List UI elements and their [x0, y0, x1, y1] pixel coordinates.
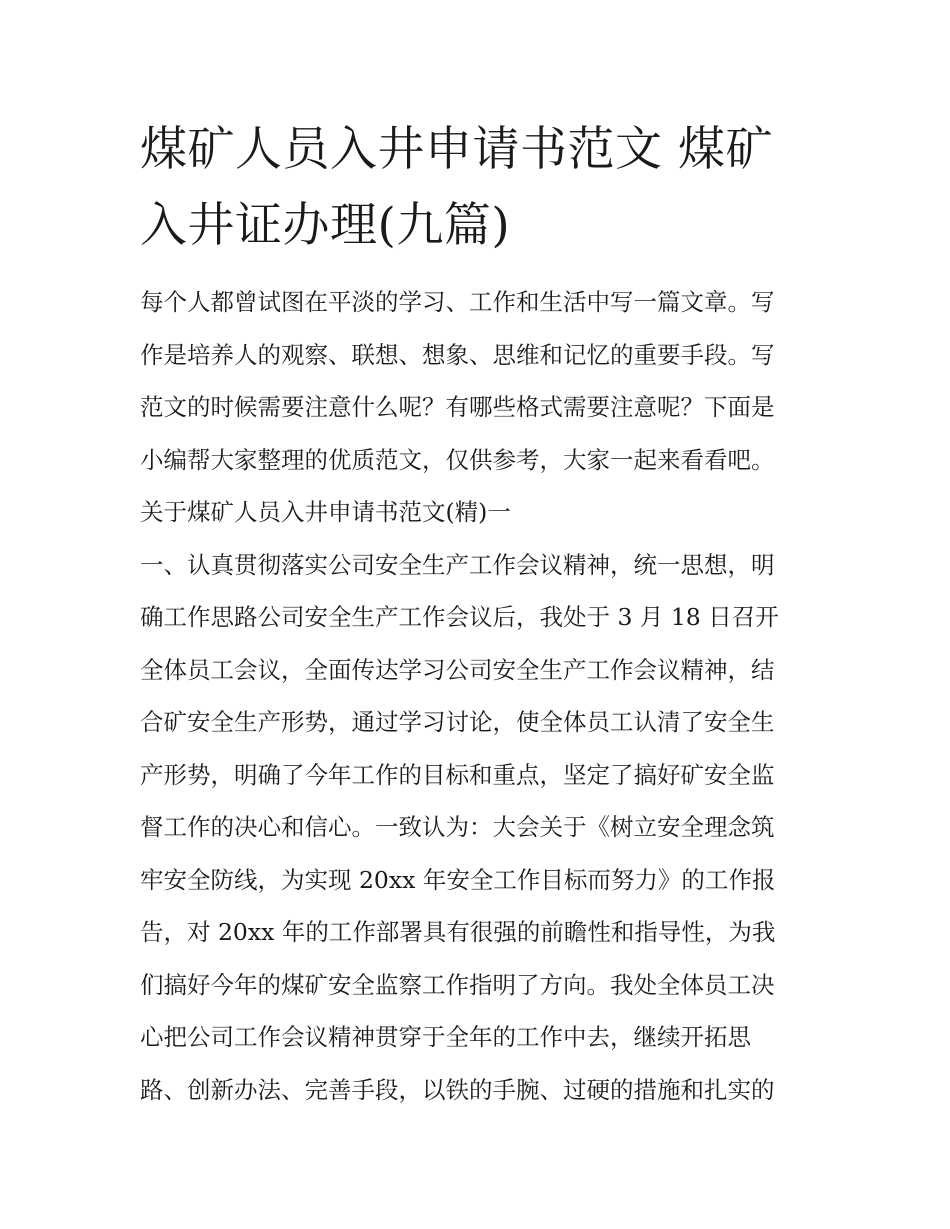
document-title — [140, 112, 830, 264]
body-line: 告，对 20xx 年的工作部署具有很强的前瞻性和指导性，为我 — [140, 918, 776, 946]
body-line: 全体员工会议，全面传达学习公司安全生产工作会议精神，结 — [140, 655, 775, 684]
body-line: 产形势，明确了今年工作的目标和重点，坚定了搞好矿安全监 — [140, 760, 775, 789]
body-line: 小编帮大家整理的优质范文，仅供参考，大家一起来看看吧。 — [140, 445, 775, 474]
body-line: 督工作的决心和信心。一致认为：大会关于《树立安全理念筑 — [140, 813, 775, 841]
section-heading: 关于煤矿人员入井申请书范文(精)一 — [140, 498, 511, 526]
body-line: 心把公司工作会议精神贯穿于全年的工作中去，继续开拓思 — [140, 1023, 751, 1051]
body-line: 牢安全防线，为实现 20xx 年安全工作目标而努力》的工作报 — [140, 865, 776, 894]
document-body — [140, 276, 830, 1116]
body-line: 每个人都曾试图在平淡的学习、工作和生活中写一篇文章。写 — [140, 288, 775, 316]
body-line: 合矿安全生产形势，通过学习讨论，使全体员工认清了安全生 — [140, 708, 775, 736]
body-line: 作是培养人的观察、联想、想象、思维和记忆的重要手段。写 — [140, 340, 775, 369]
body-line: 确工作思路公司安全生产工作会议后，我处于 3 月 18 日召开 — [140, 603, 779, 631]
title-line: 入井证办理(九篇) — [140, 198, 511, 253]
body-line: 范文的时候需要注意什么呢？有哪些格式需要注意呢？下面是 — [140, 393, 775, 421]
body-line: 们搞好今年的煤矿安全监察工作指明了方向。我处全体员工决 — [140, 970, 775, 999]
title-line: 煤矿人员入井申请书范文 煤矿 — [140, 122, 773, 177]
body-line: 一、认真贯彻落实公司安全生产工作会议精神，统一思想，明 — [140, 550, 775, 579]
body-line: 路、创新办法、完善手段，以铁的手腕、过硬的措施和扎实的 — [140, 1075, 775, 1104]
